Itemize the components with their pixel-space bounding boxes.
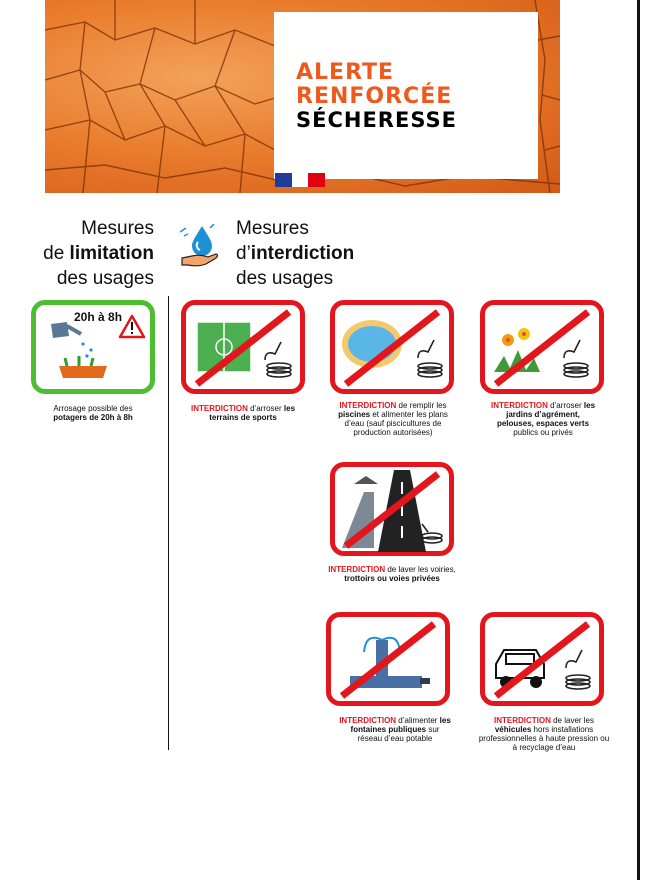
hose-icon xyxy=(422,524,442,543)
caption-pools: INTERDICTION de remplir les piscines et alimenter les plans d’eau (sauf piscicultures de production autorisées) xyxy=(338,401,448,437)
limitation-pictogram xyxy=(31,300,155,394)
carrots-icon xyxy=(59,356,107,378)
pictogram-pools xyxy=(330,300,454,394)
caption-gardens: INTERDICTION d’arroser les jardins d’agrément, pelouses, espaces verts publics ou privés xyxy=(490,401,596,437)
alert-title-line1: ALERTE xyxy=(296,60,395,85)
pictogram-gardens xyxy=(480,300,604,394)
warning-triangle-icon xyxy=(120,316,144,337)
caption-roads: INTERDICTION de laver les voiries, trottoirs ou voies privées xyxy=(328,565,456,583)
interdiction-heading: Mesures d’interdiction des usages xyxy=(236,218,355,289)
limitation-heading: Mesures de limitation des usages xyxy=(43,218,154,289)
caption-sports-fields: INTERDICTION d’arroser les terrains de sports xyxy=(190,404,296,422)
alert-title-line2: RENFORCÉE xyxy=(296,84,453,109)
limitation-caption: Arrosage possible des potagers de 20h à 8h xyxy=(53,404,133,422)
page-right-border xyxy=(637,0,640,880)
hose-icon xyxy=(418,340,442,377)
hose-icon xyxy=(265,342,291,377)
drought-alert-banner xyxy=(45,0,560,193)
alert-title-line3: SÉCHERESSE xyxy=(296,108,457,132)
pictogram-sports-fields xyxy=(181,300,305,394)
pictogram-fountains xyxy=(326,612,450,706)
caption-fountains: INTERDICTION d’alimenter les fontaines publiques sur réseau d’eau potable xyxy=(339,716,451,743)
column-divider xyxy=(168,296,169,750)
hose-icon xyxy=(564,340,588,377)
hose-icon xyxy=(566,650,590,689)
watering-can-icon xyxy=(51,322,93,358)
water-drop-hand-icon xyxy=(180,224,220,268)
caption-vehicles: INTERDICTION de laver les véhicules hors installations professionnelles à haute pression ou à recyclage d’eau xyxy=(478,716,610,752)
french-flag-logo xyxy=(275,173,325,187)
pictogram-roads xyxy=(330,462,454,556)
alert-card xyxy=(274,12,538,179)
limitation-time-label: 20h à 8h xyxy=(74,310,123,324)
pictogram-vehicles xyxy=(480,612,604,706)
